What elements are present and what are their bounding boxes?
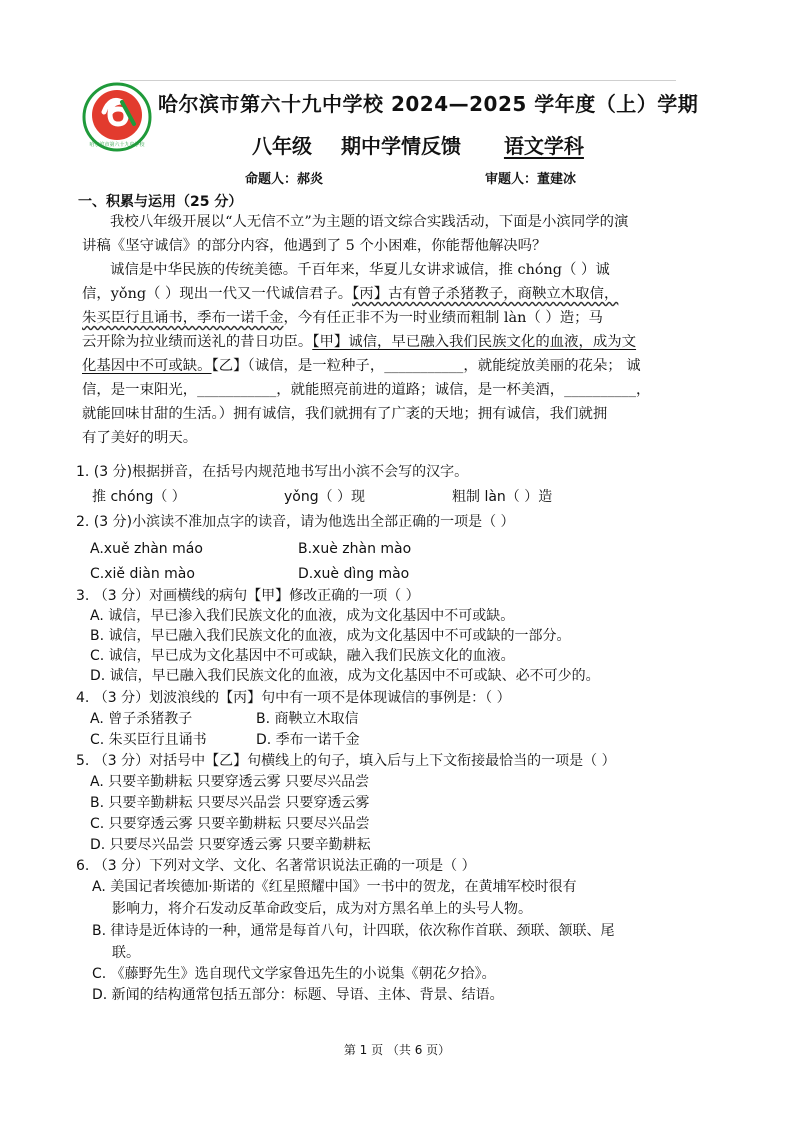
underlined-sentence-jia-cont: 化基因中不可或缺。 — [82, 358, 212, 374]
q5-option-a[interactable]: A. 只要辛勤耕耘 只要穿透云雾 只要尽兴品尝 — [90, 774, 370, 790]
question-3-stem: 3. （3 分）对画横线的病句【甲】修改正确的一项（ ） — [76, 588, 420, 604]
q6-option-b[interactable]: B. 律诗是近体诗的一种，通常是每首八句，计四联，依次称作首联、颈联、颔联、尾 — [92, 923, 615, 939]
school-logo-icon — [82, 82, 152, 152]
q1-blank-lan[interactable]: 粗制 làn（ ）造 — [452, 489, 553, 505]
question-5-stem: 5. （3 分）对括号中【乙】句横线上的句子，填入后与上下文衔接最恰当的一项是（ ） — [76, 753, 616, 769]
q2-option-b[interactable]: B.xuè zhàn mào — [298, 541, 412, 557]
exam-name: 期中学情反馈 — [340, 134, 461, 158]
q1-blank-yong[interactable]: yǒng（ ）现 — [284, 489, 366, 505]
page-number: 第 1 页 （共 6 页） — [343, 1043, 451, 1057]
q4-option-c[interactable]: C. 朱买臣行且诵书 — [90, 732, 207, 748]
speech-text: ，今有任正非不为一时业绩而粗制 làn（ ）造；马 — [283, 310, 603, 326]
question-2-stem: 2. (3 分)小滨读不准加点字的读音，请为他选出全部正确的一项是（ ） — [76, 514, 515, 530]
q6-option-b-cont: 联。 — [112, 945, 140, 961]
q3-option-d[interactable]: D. 诚信，早已融入我们民族文化的血液，成为文化基因中不可或缺、必不可少的。 — [90, 668, 600, 684]
q2-option-d[interactable]: D.xuè dìng mào — [298, 566, 410, 582]
intro-paragraph — [82, 210, 718, 258]
q3-option-c[interactable]: C. 诚信，早已成为文化基因中不可或缺，融入我们民族文化的血液。 — [90, 648, 515, 664]
q1-blank-chong[interactable]: 推 chóng（ ） — [92, 489, 186, 505]
grade-label: 八年级 — [252, 134, 312, 158]
svg-text:哈尔滨市第六十九中学校: 哈尔滨市第六十九中学校 — [89, 142, 145, 148]
wavy-sentence-bing: 【丙】古有曾子杀猪教子，商鞅立木取信， — [352, 286, 619, 302]
q4-option-b[interactable]: B. 商鞅立木取信 — [256, 711, 359, 727]
header-rule — [120, 80, 676, 81]
speech-line: 就能回味甘甜的生活。）拥有诚信，我们就拥有了广袤的天地；拥有诚信，我们就拥 — [82, 406, 608, 422]
speech-line — [82, 282, 718, 306]
q6-option-d[interactable]: D. 新闻的结构通常包括五部分：标题、导语、主体、背景、结语。 — [92, 987, 504, 1003]
question-6-stem: 6. （3 分）下列对文学、文化、名著常识说法正确的一项是（ ） — [76, 858, 476, 874]
q5-option-d[interactable]: D. 只要尽兴品尝 只要穿透云雾 只要辛勤耕耘 — [90, 837, 371, 853]
q4-option-d[interactable]: D. 季布一诺千金 — [256, 732, 360, 748]
setter-label: 命题人：郝炎 — [245, 172, 324, 187]
q2-option-a[interactable]: A.xuě zhàn máo — [90, 541, 203, 557]
wavy-sentence-bing-cont: 朱买臣行且诵书，季布一诺千金 — [82, 310, 284, 326]
question-1-stem: 1. (3 分)根据拼音，在括号内规范地书写出小滨不会写的汉字。 — [76, 464, 469, 480]
speech-line — [82, 306, 718, 330]
speech-line: 信，是一束阳光，___________，就能照亮前进的道路；诚信，是一杯美酒，__________， — [82, 382, 651, 398]
q5-option-b[interactable]: B. 只要辛勤耕耘 只要尽兴品尝 只要穿透云雾 — [90, 795, 370, 811]
intro-line: 讲稿《坚守诚信》的部分内容，他遇到了 5 个小困难，你能帮他解决吗？ — [82, 238, 547, 254]
q4-option-a[interactable]: A. 曾子杀猪教子 — [90, 711, 193, 727]
section-heading: 一、积累与运用（25 分） — [78, 194, 243, 210]
speech-line: 有了美好的明天。 — [82, 430, 198, 446]
speech-line: 诚信是中华民族的传统美德。千百年来，华夏儿女讲求诚信，推 chóng（ ）诚 — [110, 262, 610, 278]
speech-text: 云开除为拉业绩而送礼的昔日功臣。 — [82, 334, 313, 350]
underlined-sentence-jia: 【甲】诚信，早已融入我们民族文化的血液，成为文 — [312, 334, 637, 350]
q3-option-a[interactable]: A. 诚信，早已渗入我们民族文化的血液，成为文化基因中不可或缺。 — [90, 608, 515, 624]
q2-option-c[interactable]: C.xiě diàn mào — [90, 566, 195, 582]
exam-school-title: 哈尔滨市第六十九中学校 2024—2025 学年度（上）学期 — [158, 92, 699, 116]
speech-text: 【乙】（诚信，是一粒种子，___________，就能绽放美丽的花朵； 诚 — [211, 358, 641, 374]
speech-paragraph — [82, 258, 718, 450]
speech-text: 信，yǒng（ ）现出一代又一代诚信君子。 — [82, 286, 353, 302]
speech-line — [82, 330, 718, 354]
question-4-stem: 4. （3 分）划波浪线的【丙】句中有一项不是体现诚信的事例是：（ ） — [76, 690, 511, 706]
q6-option-a-cont: 影响力，将介石发动反革命政变后，成为对方黑名单上的头号人物。 — [112, 901, 532, 917]
q3-option-b[interactable]: B. 诚信，早已融入我们民族文化的血液，成为文化基因中不可或缺的一部分。 — [90, 628, 571, 644]
q5-option-c[interactable]: C. 只要穿透云雾 只要辛勤耕耘 只要尽兴品尝 — [90, 816, 370, 832]
subject-label: 语文学科 — [503, 134, 584, 158]
q6-option-c[interactable]: C. 《藤野先生》选自现代文学家鲁迅先生的小说集《朝花夕拾》。 — [92, 966, 496, 982]
reviewer-label: 审题人：董建冰 — [485, 172, 577, 187]
intro-line: 我校八年级开展以“人无信不立”为主题的语文综合实践活动，下面是小滨同学的演 — [110, 214, 629, 230]
q6-option-a[interactable]: A. 美国记者埃德加·斯诺的《红星照耀中国》一书中的贺龙，在黄埔军校时很有 — [92, 879, 577, 895]
speech-line — [82, 354, 718, 378]
exam-subtitle — [252, 130, 584, 159]
